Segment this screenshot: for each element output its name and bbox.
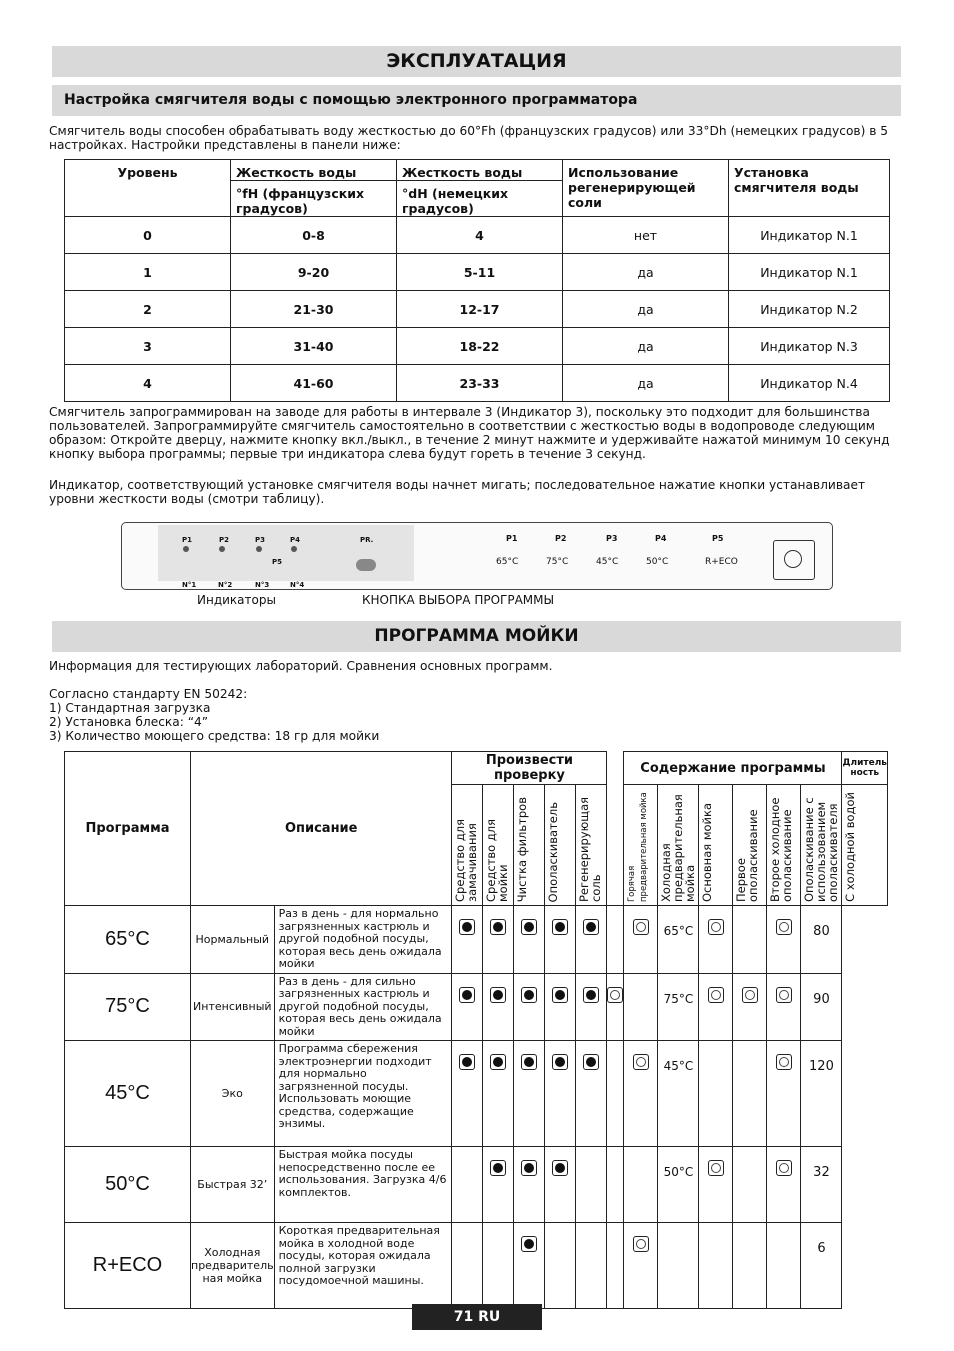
t2-column-header	[624, 785, 658, 906]
content-cell	[624, 1147, 658, 1223]
content-cell	[624, 1041, 658, 1147]
t1-header: Жесткость воды	[231, 160, 397, 181]
program-value: 45°C	[596, 557, 619, 567]
t1-cell: 2	[65, 291, 231, 328]
program-icon: 75°C	[105, 995, 150, 1018]
empty-marker-icon	[708, 987, 724, 1003]
indicator-led	[183, 546, 189, 552]
content-cell	[767, 1223, 801, 1309]
filled-marker-icon	[583, 1054, 599, 1070]
program-icon-cell	[65, 906, 191, 974]
instruction-text: Смягчитель запрограммирован на заводе для работы в интервале 3 (Индикатор 3), поскольку это подходит для большинства пользователей. Запрограммируйте смягчитель самостоятельно в соответствии с жесткостью воды в водопроводе следующим образом: Откройте дверцу, нажмите кнопку вкл./выкл., в течение 2 минут нажмите и удерживайте нажатой минимум 10 секунд кнопку выбора программы; первые три индикатора слева будут гореть в течение 3 секунд.	[49, 405, 890, 461]
content-cell	[733, 1041, 767, 1147]
t1-cell: Индикатор N.1	[729, 217, 890, 254]
program-mode: Нормальный	[191, 906, 275, 974]
page-title: ЭКСПЛУАТАЦИЯ	[52, 46, 901, 77]
t1-header: Уровень	[65, 160, 231, 217]
t2-column-header	[452, 785, 483, 906]
t2-column-label: Второе холодное ополаскивание	[768, 797, 795, 902]
t1-cell: 31-40	[231, 328, 397, 365]
check-cell	[576, 906, 607, 974]
t2-header-desc: Описание	[191, 752, 452, 906]
t2-column-label: С холодной водой	[843, 792, 858, 902]
filled-marker-icon	[459, 1054, 475, 1070]
empty-marker-icon	[776, 919, 792, 935]
t1-cell: 4	[397, 217, 563, 254]
check-cell	[545, 1223, 576, 1309]
content-cell	[699, 1223, 733, 1309]
content-cell	[607, 1223, 624, 1309]
indicator-number: N°2	[218, 581, 233, 589]
program-label: P2	[555, 534, 567, 543]
program-icon-cell	[65, 1147, 191, 1223]
program-description: Быстрая мойка посуды непосредственно после ее использования. Загрузка 4/6 комплектов.	[274, 1147, 452, 1223]
power-button[interactable]	[773, 540, 815, 580]
t2-column-label: Горячая предварительная мойка	[627, 792, 650, 902]
t2-group-content: Содержание программы	[624, 752, 842, 785]
power-icon	[784, 550, 802, 568]
t2-column-label: Регенерирующая соль	[577, 796, 604, 902]
t2-column-header	[842, 785, 888, 906]
filled-marker-icon	[490, 1054, 506, 1070]
check-cell	[452, 1147, 483, 1223]
filled-marker-icon	[521, 1054, 537, 1070]
filled-marker-icon	[490, 919, 506, 935]
empty-marker-icon	[776, 987, 792, 1003]
t2-column-label: Первое ополаскивание	[734, 809, 761, 902]
content-cell	[699, 1041, 733, 1147]
content-cell	[733, 973, 767, 1041]
content-cell: 75°C	[658, 973, 699, 1041]
program-label: P5	[712, 534, 724, 543]
t2-column-label: Ополаскивание с использованием ополаскивателя	[802, 797, 841, 902]
t2-column-header	[483, 785, 514, 906]
empty-marker-icon	[708, 919, 724, 935]
check-cell	[545, 973, 576, 1041]
t2-column-label: Основная мойка	[700, 802, 715, 902]
t1-cell: 0-8	[231, 217, 397, 254]
content-cell	[607, 1147, 624, 1223]
program-table	[64, 751, 888, 1309]
t1-row	[65, 254, 890, 291]
content-cell	[767, 973, 801, 1041]
check-cell	[452, 906, 483, 974]
led-label: P3	[255, 536, 266, 544]
t1-cell: Индикатор N.3	[729, 328, 890, 365]
program-icon: 45°C	[105, 1082, 150, 1104]
t1-cell: нет	[563, 217, 729, 254]
program-label: P4	[655, 534, 667, 543]
t2-header-program: Программа	[65, 752, 191, 906]
indicator-led	[256, 546, 262, 552]
t2-column-header	[767, 785, 801, 906]
program-description: Программа сбережения электроэнергии подходит для нормально загрязненной посуды. Использовать моющие средства, содержащие энзимы.	[274, 1041, 452, 1147]
program-mode: Эко	[191, 1041, 275, 1147]
check-cell	[452, 1223, 483, 1309]
filled-marker-icon	[552, 1054, 568, 1070]
t1-cell: 21-30	[231, 291, 397, 328]
program-value: R+ECO	[705, 557, 738, 567]
t1-cell: 12-17	[397, 291, 563, 328]
check-cell	[452, 973, 483, 1041]
content-cell	[624, 973, 658, 1041]
content-cell	[624, 1223, 658, 1309]
intro-text: Смягчитель воды способен обрабатывать воду жесткостью до 60°Fh (французских градусов) или 33°Dh (немецких градусов) в 5 настройках. Настройки представлены в панели ниже:	[49, 124, 889, 152]
indicator-number: N°3	[255, 581, 270, 589]
content-cell	[699, 1147, 733, 1223]
t1-cell: Индикатор N.2	[729, 291, 890, 328]
t2-column-header	[801, 785, 842, 906]
led-label: P4	[290, 536, 301, 544]
t1-row	[65, 328, 890, 365]
t1-header: Жесткость воды	[397, 160, 563, 181]
program-value: 50°C	[646, 557, 669, 567]
indicator-area	[158, 525, 414, 581]
t2-group-check: Произвести проверку	[452, 752, 607, 785]
t2-row	[65, 1041, 888, 1147]
program-value: 65°C	[496, 557, 519, 567]
softener-table	[64, 159, 890, 402]
check-cell	[483, 906, 514, 974]
duration-cell: 80	[801, 906, 842, 974]
t1-header: Использование регенерирующей соли	[563, 160, 729, 217]
filled-marker-icon	[552, 987, 568, 1003]
control-panel	[121, 522, 833, 590]
t1-cell: 3	[65, 328, 231, 365]
content-cell: 45°C	[658, 1041, 699, 1147]
check-cell	[514, 1223, 545, 1309]
check-cell	[514, 1147, 545, 1223]
program-icon: 65°C	[105, 927, 150, 950]
standard-line: 2) Установка блеска: “4”	[49, 715, 209, 729]
duration-cell: 32	[801, 1147, 842, 1223]
filled-marker-icon	[459, 987, 475, 1003]
check-cell	[514, 906, 545, 974]
t2-column-header	[699, 785, 733, 906]
check-cell	[452, 1041, 483, 1147]
empty-marker-icon	[633, 919, 649, 935]
indicator-number: N°4	[290, 581, 305, 589]
check-cell	[483, 1041, 514, 1147]
empty-marker-icon	[742, 987, 758, 1003]
section-subtitle: Настройка смягчителя воды с помощью электронного программатора	[52, 85, 901, 116]
content-cell	[607, 973, 624, 1041]
led-label: P1	[182, 536, 193, 544]
t2-row	[65, 1147, 888, 1223]
filled-marker-icon	[521, 1236, 537, 1252]
indicator-led	[291, 546, 297, 552]
check-cell	[483, 973, 514, 1041]
indicator-text: Индикатор, соответствующий установке смягчителя воды начнет мигать; последовательное нажатие кнопки устанавливает уровни жесткости воды (смотри таблицу).	[49, 478, 866, 506]
t2-row	[65, 906, 888, 974]
check-cell	[514, 1041, 545, 1147]
empty-marker-icon	[776, 1054, 792, 1070]
t1-row	[65, 365, 890, 402]
column-gap	[607, 752, 624, 906]
program-icon: R+ECO	[92, 1254, 163, 1276]
t1-subheader: °dH (немецких градусов)	[397, 181, 563, 217]
filled-marker-icon	[552, 919, 568, 935]
t2-column-label: Холодная предварительная мойка	[659, 794, 698, 902]
led-label: P2	[219, 536, 230, 544]
filled-marker-icon	[552, 1160, 568, 1176]
t1-cell: Индикатор N.4	[729, 365, 890, 402]
check-cell	[545, 1041, 576, 1147]
content-cell	[658, 1223, 699, 1309]
duration-cell: 120	[801, 1041, 842, 1147]
t2-column-header	[545, 785, 576, 906]
content-cell	[607, 906, 624, 974]
t2-column-header	[733, 785, 767, 906]
program-label: P1	[506, 534, 518, 543]
program-description: Раз в день - для сильно загрязненных кастрюль и другой подобной посуды, которая весь день ожидала мойки	[274, 973, 452, 1041]
content-cell	[767, 1147, 801, 1223]
indicator-led	[219, 546, 225, 552]
duration-cell: 6	[801, 1223, 842, 1309]
t2-column-label: Средство для мойки	[484, 818, 511, 902]
t1-header: Установка смягчителя воды	[729, 160, 890, 217]
content-cell	[733, 906, 767, 974]
content-cell	[733, 1147, 767, 1223]
t2-column-label: Ополаскиватель	[546, 801, 561, 902]
t2-row	[65, 1223, 888, 1309]
t2-column-label: Чистка фильтров	[515, 796, 530, 902]
check-cell	[514, 973, 545, 1041]
t1-cell: 1	[65, 254, 231, 291]
indicators-caption: Индикаторы	[197, 593, 276, 607]
program-mode: Быстрая 32’	[191, 1147, 275, 1223]
t2-column-header	[514, 785, 545, 906]
t2-row	[65, 973, 888, 1041]
duration-cell: 90	[801, 973, 842, 1041]
check-cell	[545, 906, 576, 974]
program-icon: 50°C	[105, 1173, 150, 1195]
program-icon-cell	[65, 1223, 191, 1309]
check-cell	[576, 1223, 607, 1309]
empty-marker-icon	[776, 1160, 792, 1176]
t1-cell: да	[563, 328, 729, 365]
content-cell	[699, 906, 733, 974]
empty-marker-icon	[708, 1160, 724, 1176]
check-cell	[576, 1041, 607, 1147]
check-cell	[483, 1223, 514, 1309]
check-cell	[576, 1147, 607, 1223]
content-cell: 65°C	[658, 906, 699, 974]
info-text: Информация для тестирующих лабораторий. Сравнения основных программ.	[49, 659, 553, 673]
empty-marker-icon	[607, 987, 623, 1003]
t1-row	[65, 291, 890, 328]
t1-cell: да	[563, 254, 729, 291]
check-cell	[545, 1147, 576, 1223]
content-cell	[607, 1041, 624, 1147]
t1-cell: 5-11	[397, 254, 563, 291]
t1-cell: 18-22	[397, 328, 563, 365]
t1-row	[65, 217, 890, 254]
t2-column-label: Средство для замачивания	[453, 818, 480, 902]
content-cell	[699, 973, 733, 1041]
t2-column-header	[576, 785, 607, 906]
t1-cell: Индикатор N.1	[729, 254, 890, 291]
section-title: ПРОГРАММА МОЙКИ	[52, 621, 901, 652]
content-cell	[624, 906, 658, 974]
filled-marker-icon	[490, 1160, 506, 1176]
filled-marker-icon	[459, 919, 475, 935]
check-cell	[483, 1147, 514, 1223]
standard-line: 3) Количество моющего средства: 18 гр для мойки	[49, 729, 380, 743]
program-icon-cell	[65, 973, 191, 1041]
empty-marker-icon	[633, 1236, 649, 1252]
t1-cell: 0	[65, 217, 231, 254]
program-label: P3	[606, 534, 618, 543]
program-description: Короткая предварительная мойка в холодной воде посуды, которая ожидала полной загрузки посудомоечной машины.	[274, 1223, 452, 1309]
t1-cell: 4	[65, 365, 231, 402]
program-value: 75°C	[546, 557, 569, 567]
content-cell	[767, 906, 801, 974]
filled-marker-icon	[521, 987, 537, 1003]
program-mode: Холодная предваритель ная мойка	[191, 1223, 275, 1309]
program-description: Раз в день - для нормально загрязненных кастрюль и другой подобной посуды, которая весь день ожидала мойки	[274, 906, 452, 974]
content-cell: 50°C	[658, 1147, 699, 1223]
standard-line: Согласно стандарту EN 50242:	[49, 687, 248, 701]
program-button[interactable]	[356, 559, 376, 571]
standard-line: 1) Стандартная загрузка	[49, 701, 211, 715]
t1-subheader: °fH (французских градусов)	[231, 181, 397, 217]
indicator-number: N°1	[182, 581, 197, 589]
filled-marker-icon	[583, 987, 599, 1003]
filled-marker-icon	[583, 919, 599, 935]
content-cell	[733, 1223, 767, 1309]
t1-cell: да	[563, 291, 729, 328]
t2-column-header	[658, 785, 699, 906]
t2-group-duration: Длитель ность	[842, 752, 888, 785]
content-cell	[767, 1041, 801, 1147]
led-label: P5	[272, 558, 283, 566]
pr-label: PR.	[360, 536, 374, 544]
check-cell	[576, 973, 607, 1041]
empty-marker-icon	[633, 1054, 649, 1070]
program-mode: Интенсивный	[191, 973, 275, 1041]
button-caption: КНОПКА ВЫБОРА ПРОГРАММЫ	[362, 593, 555, 607]
filled-marker-icon	[490, 987, 506, 1003]
filled-marker-icon	[521, 1160, 537, 1176]
program-icon-cell	[65, 1041, 191, 1147]
t1-cell: да	[563, 365, 729, 402]
t1-cell: 41-60	[231, 365, 397, 402]
t1-cell: 9-20	[231, 254, 397, 291]
filled-marker-icon	[521, 919, 537, 935]
t1-cell: 23-33	[397, 365, 563, 402]
page-number: 71 RU	[412, 1304, 542, 1330]
